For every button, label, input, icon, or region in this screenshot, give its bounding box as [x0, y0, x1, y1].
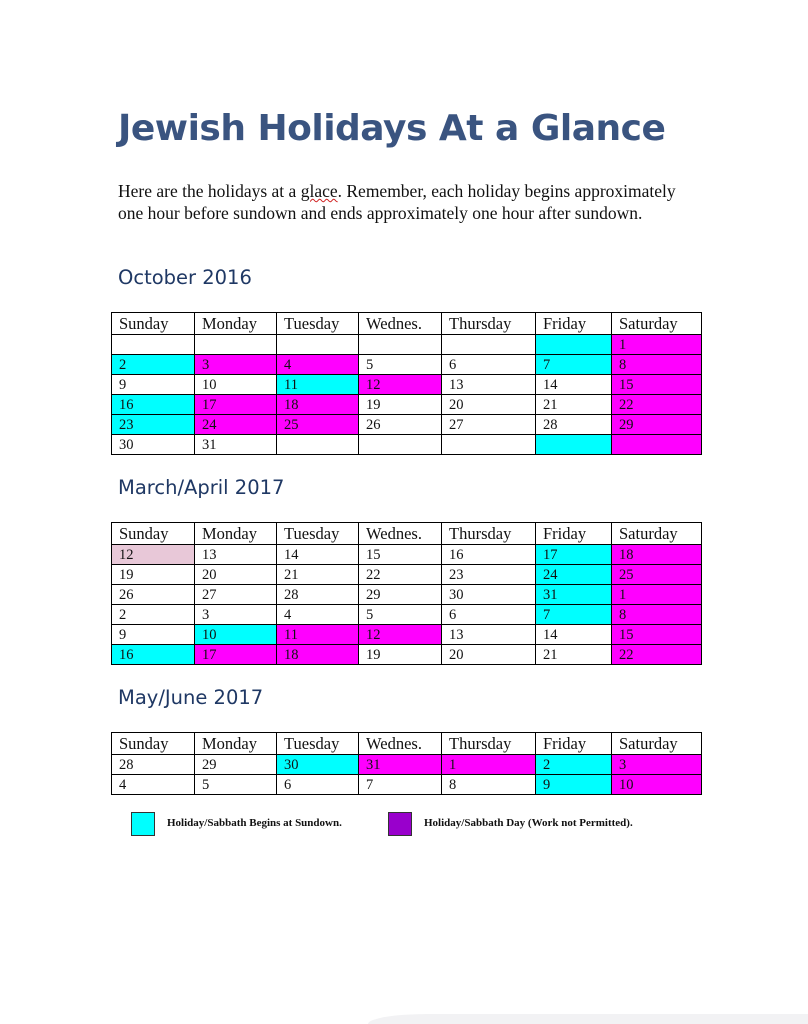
intro-misspelled-word: glace	[300, 181, 338, 201]
day-cell: 9	[112, 625, 195, 645]
day-cell: 2	[536, 755, 612, 775]
day-cell	[442, 335, 536, 355]
day-header-saturday: Saturday	[612, 523, 702, 545]
day-cell	[442, 435, 536, 455]
day-cell	[277, 335, 359, 355]
calendar-header-row	[112, 733, 702, 755]
day-cell: 15	[612, 375, 702, 395]
day-cell: 29	[195, 755, 277, 775]
day-cell	[536, 435, 612, 455]
day-cell: 7	[359, 775, 442, 795]
day-header-friday: Friday	[536, 733, 612, 755]
day-cell: 9	[112, 375, 195, 395]
intro-text-start: Here are the holidays at a	[118, 181, 301, 201]
day-cell: 18	[277, 395, 359, 415]
calendar-may-june-2017	[111, 732, 702, 795]
day-cell: 29	[359, 585, 442, 605]
day-header-friday: Friday	[536, 523, 612, 545]
day-cell: 5	[359, 355, 442, 375]
day-cell: 18	[277, 645, 359, 665]
day-cell: 27	[442, 415, 536, 435]
day-cell: 1	[442, 755, 536, 775]
day-header-thursday: Thursday	[442, 733, 536, 755]
day-cell: 20	[442, 645, 536, 665]
day-header-thursday: Thursday	[442, 523, 536, 545]
week-row	[112, 775, 702, 795]
day-cell	[195, 335, 277, 355]
day-cell: 10	[195, 625, 277, 645]
day-header-monday: Monday	[195, 523, 277, 545]
day-cell: 14	[277, 545, 359, 565]
day-cell: 28	[277, 585, 359, 605]
day-cell	[612, 435, 702, 455]
day-cell: 4	[277, 355, 359, 375]
day-cell: 25	[277, 415, 359, 435]
day-cell: 20	[195, 565, 277, 585]
day-cell: 11	[277, 625, 359, 645]
legend-swatch-cyan	[131, 812, 155, 836]
day-cell: 13	[442, 625, 536, 645]
day-cell: 20	[442, 395, 536, 415]
calendar-header-row	[112, 313, 702, 335]
day-cell: 19	[359, 395, 442, 415]
day-cell: 23	[442, 565, 536, 585]
day-header-tuesday: Tuesday	[277, 313, 359, 335]
week-row	[112, 375, 702, 395]
legend-label: Holiday/Sabbath Day (Work not Permitted).	[424, 817, 633, 829]
day-cell: 26	[112, 585, 195, 605]
day-header-sunday: Sunday	[112, 733, 195, 755]
day-cell: 4	[277, 605, 359, 625]
day-cell: 3	[612, 755, 702, 775]
week-row	[112, 355, 702, 375]
day-cell: 2	[112, 355, 195, 375]
day-cell: 10	[195, 375, 277, 395]
day-cell: 8	[612, 355, 702, 375]
day-cell: 16	[112, 395, 195, 415]
day-header-tuesday: Tuesday	[277, 523, 359, 545]
day-cell: 5	[359, 605, 442, 625]
day-cell: 21	[536, 645, 612, 665]
day-cell: 24	[536, 565, 612, 585]
day-cell: 3	[195, 605, 277, 625]
week-row	[112, 545, 702, 565]
day-cell: 22	[359, 565, 442, 585]
day-cell: 23	[112, 415, 195, 435]
day-cell: 19	[359, 645, 442, 665]
intro-text-end: . Remember, each holiday begins approximately one hour before sundown and ends approximately one hour after sundown.	[118, 181, 676, 223]
day-cell: 30	[112, 435, 195, 455]
day-cell	[277, 435, 359, 455]
day-cell: 12	[112, 545, 195, 565]
day-header-saturday: Saturday	[612, 313, 702, 335]
day-cell: 28	[536, 415, 612, 435]
day-cell: 12	[359, 375, 442, 395]
week-row	[112, 645, 702, 665]
day-cell: 16	[112, 645, 195, 665]
day-cell	[536, 335, 612, 355]
day-cell: 7	[536, 355, 612, 375]
legend-swatch-purple	[388, 812, 412, 836]
day-cell: 6	[442, 605, 536, 625]
day-header-tuesday: Tuesday	[277, 733, 359, 755]
day-cell: 28	[112, 755, 195, 775]
day-header-friday: Friday	[536, 313, 612, 335]
day-cell: 6	[277, 775, 359, 795]
day-cell: 6	[442, 355, 536, 375]
day-cell: 3	[195, 355, 277, 375]
day-cell: 15	[359, 545, 442, 565]
day-header-wednes: Wednes.	[359, 313, 442, 335]
day-cell: 19	[112, 565, 195, 585]
day-cell: 24	[195, 415, 277, 435]
page-curl-decoration	[368, 1014, 808, 1024]
day-cell: 25	[612, 565, 702, 585]
day-cell: 21	[277, 565, 359, 585]
day-cell: 4	[112, 775, 195, 795]
day-cell: 22	[612, 395, 702, 415]
day-cell: 9	[536, 775, 612, 795]
week-row	[112, 565, 702, 585]
day-cell: 27	[195, 585, 277, 605]
section-heading-march-april-2017: March/April 2017	[118, 476, 285, 499]
day-cell	[112, 335, 195, 355]
calendar-march-april-2017	[111, 522, 702, 665]
day-header-wednes: Wednes.	[359, 733, 442, 755]
day-cell: 12	[359, 625, 442, 645]
day-cell	[359, 335, 442, 355]
day-cell: 11	[277, 375, 359, 395]
day-cell: 1	[612, 585, 702, 605]
legend-label: Holiday/Sabbath Begins at Sundown.	[167, 817, 342, 829]
week-row	[112, 605, 702, 625]
day-header-thursday: Thursday	[442, 313, 536, 335]
day-cell: 17	[195, 645, 277, 665]
calendar-header-row	[112, 523, 702, 545]
page-title: Jewish Holidays At a Glance	[118, 108, 666, 149]
section-heading-may-june-2017: May/June 2017	[118, 686, 264, 709]
day-header-sunday: Sunday	[112, 313, 195, 335]
day-header-saturday: Saturday	[612, 733, 702, 755]
day-cell: 1	[612, 335, 702, 355]
week-row	[112, 335, 702, 355]
day-cell: 18	[612, 545, 702, 565]
day-cell	[359, 435, 442, 455]
section-heading-october-2016: October 2016	[118, 266, 252, 289]
day-cell: 10	[612, 775, 702, 795]
day-cell: 8	[442, 775, 536, 795]
day-header-sunday: Sunday	[112, 523, 195, 545]
day-cell: 22	[612, 645, 702, 665]
calendar-october-2016	[111, 312, 702, 455]
day-cell: 17	[536, 545, 612, 565]
day-header-monday: Monday	[195, 733, 277, 755]
day-cell: 13	[195, 545, 277, 565]
day-cell: 7	[536, 605, 612, 625]
week-row	[112, 755, 702, 775]
day-cell: 31	[536, 585, 612, 605]
day-cell: 31	[195, 435, 277, 455]
day-cell: 15	[612, 625, 702, 645]
day-cell: 30	[442, 585, 536, 605]
week-row	[112, 395, 702, 415]
day-cell: 30	[277, 755, 359, 775]
day-cell: 2	[112, 605, 195, 625]
week-row	[112, 585, 702, 605]
week-row	[112, 435, 702, 455]
day-cell: 31	[359, 755, 442, 775]
week-row	[112, 625, 702, 645]
day-header-monday: Monday	[195, 313, 277, 335]
day-cell: 13	[442, 375, 536, 395]
day-cell: 8	[612, 605, 702, 625]
day-cell: 5	[195, 775, 277, 795]
day-cell: 26	[359, 415, 442, 435]
day-cell: 16	[442, 545, 536, 565]
day-cell: 14	[536, 625, 612, 645]
day-cell: 14	[536, 375, 612, 395]
intro-paragraph	[118, 180, 678, 224]
day-header-wednes: Wednes.	[359, 523, 442, 545]
day-cell: 29	[612, 415, 702, 435]
day-cell: 21	[536, 395, 612, 415]
week-row	[112, 415, 702, 435]
day-cell: 17	[195, 395, 277, 415]
